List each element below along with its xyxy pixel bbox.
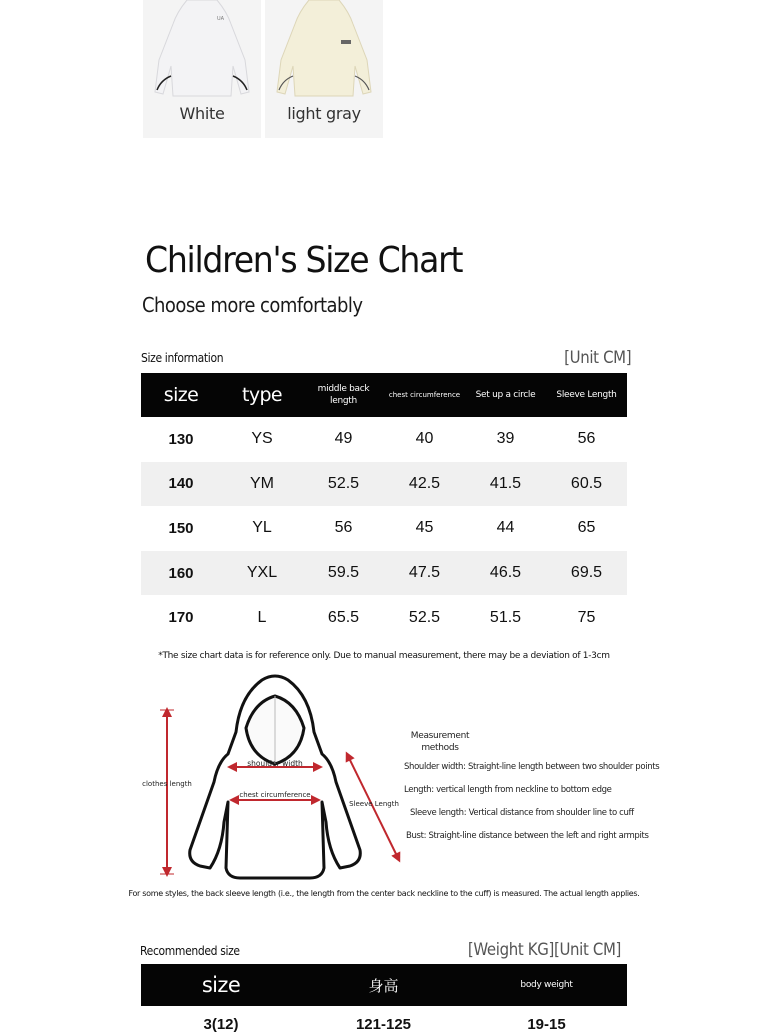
- header-size: size: [163, 384, 199, 406]
- cell-size: 140: [168, 475, 194, 493]
- swatch-white[interactable]: [143, 0, 261, 138]
- cell-circle: 46.5: [489, 564, 522, 582]
- size-info-unit: [Unit CM]: [563, 348, 631, 368]
- svg-text:UA: UA: [217, 16, 225, 22]
- label-chest-circumference: chest circumference: [239, 791, 311, 799]
- header-middle-back-length: middle back length: [317, 384, 370, 406]
- table-row: [141, 595, 627, 640]
- label-sleeve-length: Sleeve Length: [349, 800, 399, 808]
- table-row: [141, 506, 627, 551]
- sleeve-length-note: For some styles, the back sleeve length (i.e., the length from the center back neckline to the cuff) is measured. The actual length applies.: [128, 889, 640, 898]
- table-row: [141, 417, 627, 462]
- header-set-up-a-circle: Set up a circle: [475, 390, 536, 400]
- cell-back-length: 59.5: [327, 564, 360, 582]
- cell-circle: 39: [496, 430, 515, 448]
- header-chest-circumference: chest circumference: [388, 390, 461, 399]
- recommended-unit: [Weight KG][Unit CM]: [467, 940, 621, 960]
- header-sleeve-length: Sleeve Length: [556, 390, 617, 400]
- cell-sleeve: 56: [577, 430, 596, 448]
- reference-note: *The size chart data is for reference only. Due to manual measurement, there may be a deviation of 1-3cm: [158, 651, 610, 661]
- cell-sleeve: 65: [577, 519, 596, 537]
- page-subtitle: Choose more comfortably: [142, 293, 363, 317]
- cell-back-length: 56: [334, 519, 353, 537]
- size-table-header: [141, 373, 627, 417]
- cell-chest: 40: [415, 430, 434, 448]
- color-swatches: [143, 0, 383, 138]
- cell-back-length: 49: [334, 430, 353, 448]
- size-table: [141, 373, 627, 640]
- method-sleeve: Sleeve length: Vertical distance from shoulder line to cuff: [410, 808, 634, 818]
- label-shoulder-width: shoulder width: [247, 759, 303, 768]
- cell-type: YM: [250, 474, 274, 492]
- header-type: type: [241, 384, 283, 406]
- methods-title: Measurement methods: [410, 731, 470, 753]
- page-title: Children's Size Chart: [145, 240, 463, 281]
- cell-size: 150: [168, 519, 194, 537]
- rec-cell-size: 3(12): [203, 1016, 239, 1033]
- hoodie-measurement-diagram: [142, 672, 630, 882]
- cell-type: YL: [252, 519, 272, 537]
- recommended-table-header: [141, 964, 627, 1006]
- method-length: Length: vertical length from neckline to bottom edge: [404, 785, 612, 795]
- rec-header-size: size: [201, 973, 241, 997]
- cell-size: 130: [168, 430, 194, 448]
- cell-size: 170: [168, 609, 194, 627]
- cell-chest: 42.5: [408, 474, 441, 492]
- cell-circle: 44: [496, 519, 515, 537]
- cell-circle: 51.5: [489, 608, 522, 626]
- table-row: [141, 1016, 627, 1036]
- cell-sleeve: 60.5: [570, 474, 603, 492]
- cell-size: 160: [168, 564, 194, 582]
- rec-cell-height: 121-125: [355, 1016, 412, 1033]
- cell-sleeve: 75: [577, 608, 596, 626]
- cell-back-length: 52.5: [327, 474, 360, 492]
- cell-chest: 47.5: [408, 564, 441, 582]
- table-row: [141, 551, 627, 596]
- cell-type: YXL: [246, 564, 278, 582]
- label-clothes-length: clothes length: [142, 780, 192, 788]
- cell-back-length: 65.5: [327, 608, 360, 626]
- cell-chest: 45: [415, 519, 434, 537]
- swatch-label: light gray: [287, 104, 361, 123]
- swatch-label: White: [179, 104, 225, 123]
- cell-type: YS: [251, 430, 273, 448]
- table-row: [141, 462, 627, 507]
- cell-circle: 41.5: [489, 474, 522, 492]
- rec-header-height: 身高: [368, 976, 399, 995]
- recommended-label: Recommended size: [140, 944, 240, 958]
- size-info-label: Size information: [141, 351, 224, 365]
- method-bust: Bust: Straight-line distance between the left and right armpits: [406, 831, 649, 841]
- cell-type: L: [257, 608, 267, 626]
- hoodie-light-gray-image: [269, 0, 379, 100]
- rec-cell-weight: 19-15: [527, 1016, 566, 1033]
- cell-chest: 52.5: [408, 608, 441, 626]
- cell-sleeve: 69.5: [570, 564, 603, 582]
- swatch-light-gray[interactable]: [265, 0, 383, 138]
- rec-header-body-weight: body weight: [520, 980, 573, 990]
- hoodie-white-image: [147, 0, 257, 100]
- method-shoulder: Shoulder width: Straight-line length between two shoulder points: [404, 762, 660, 772]
